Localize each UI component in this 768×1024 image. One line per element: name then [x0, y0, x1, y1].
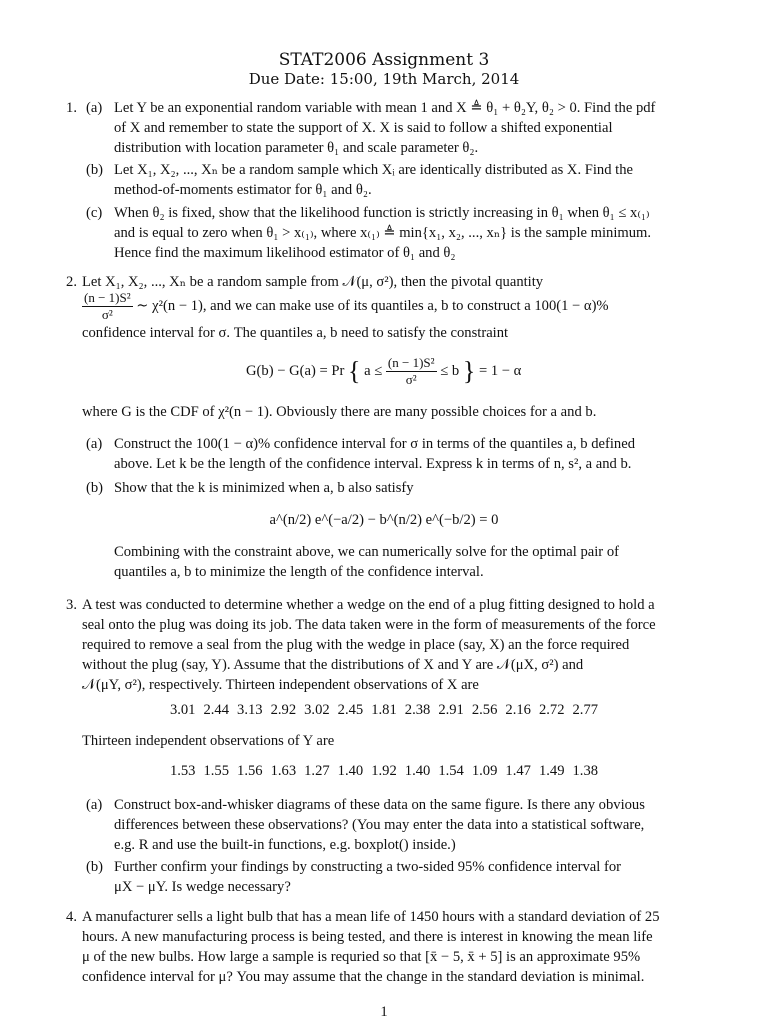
x-observations [0, 700, 768, 720]
x-value: 2.56 [471, 702, 498, 718]
equation-fraction [386, 355, 437, 388]
y-value: 1.40 [404, 763, 431, 779]
x-value: 2.38 [404, 702, 431, 718]
y-value: 1.27 [304, 763, 330, 779]
document-title: STAT2006 Assignment 3 [278, 50, 490, 70]
question-number: 2. [66, 274, 77, 290]
y-value: 1.40 [337, 763, 364, 779]
part-label: (a) [86, 100, 103, 116]
x-value: 3.02 [304, 702, 330, 718]
y-value: 1.55 [203, 763, 230, 779]
question-number: 1. [66, 100, 77, 116]
due-date: Due Date: 15:00, 19th March, 2014 [248, 70, 520, 88]
text-line: and is equal to zero when θ₁ > x₍₁₎, where x₍₁₎ ≜ min{x₁, x₂, ..., xₙ} is the sample minimum. [114, 225, 652, 241]
fraction-numerator: (n − 1)S² [387, 355, 435, 370]
text-line: method-of-moments estimator for θ₁ and θ₂. [114, 182, 372, 198]
text-line: Construct box-and-whisker diagrams of these data on the same figure. Is there any obvious [114, 797, 645, 813]
text-line: distribution with location parameter θ₁ and scale parameter θ₂. [114, 140, 479, 156]
text-line: Construct the 100(1 − α)% confidence interval for σ in terms of the quantiles a, b defined [114, 436, 635, 452]
text-line: A manufacturer sells a light bulb that has a mean life of 1450 hours with a standard deviation of 25 [82, 909, 660, 925]
fraction-denominator: σ² [101, 307, 113, 322]
y-value: 1.54 [438, 763, 464, 779]
text-line: confidence interval for σ. The quantiles a, b need to satisfy the constraint [82, 325, 509, 341]
text-line: required to remove a seal from the plug with the wedge in place (say, X) an the force required [82, 637, 630, 653]
text-line: differences between these observations? (You may enter the data into a statistical software, [114, 817, 645, 833]
text-line: of X and remember to state the support of X. X is said to follow a shifted exponential [114, 120, 613, 136]
text-line: Show that the k is minimized when a, b also satisfy [114, 480, 414, 496]
part-label: (c) [86, 205, 103, 221]
y-observations [0, 761, 768, 781]
part-label: (b) [86, 480, 104, 496]
x-value: 2.72 [538, 702, 565, 718]
text-line: seal onto the plug was doing its job. The data taken were in the form of measurements of the force [82, 617, 656, 633]
text-line: Combining with the constraint above, we can numerically solve for the optimal pair of [114, 544, 619, 560]
text-line: Further confirm your findings by constructing a two-sided 95% confidence interval for [114, 859, 621, 875]
x-value: 2.16 [505, 702, 531, 718]
equation-text: ≤ b [440, 362, 460, 379]
text-line: Let Y be an exponential random variable with mean 1 and X ≜ θ₁ + θ₂Y, θ₂ > 0. Find the pdf [114, 100, 656, 116]
x-value: 2.45 [337, 702, 364, 718]
text-line: above. Let k be the length of the confidence interval. Express k in terms of n, s², a and b. [114, 456, 632, 472]
text-line: When θ₂ is fixed, show that the likelihood function is strictly increasing in θ₁ when θ₁ ≤ x₍₁₎ [114, 205, 650, 221]
page-number: 1 [380, 1004, 388, 1020]
equation-text: a ≤ [364, 362, 383, 379]
text-line: confidence interval for μ? You may assume that the change in the standard deviation is minimal. [82, 969, 645, 985]
constraint-equation [246, 355, 521, 388]
x-value: 2.92 [270, 702, 297, 718]
pivotal-line [82, 290, 609, 323]
x-value: 2.77 [572, 702, 599, 718]
right-brace: } [462, 356, 476, 386]
text-line: 𝒩(μY, σ²), respectively. Thirteen independent observations of X are [82, 677, 479, 693]
text-line: ∼ χ²(n − 1), and we can make use of its quantiles a, b to construct a 100(1 − α)% [136, 297, 609, 314]
question-number: 4. [66, 909, 77, 925]
part-label: (b) [86, 162, 104, 178]
y-value: 1.56 [237, 763, 263, 779]
equation-rhs: = 1 − α [478, 362, 522, 379]
x-value: 3.13 [237, 702, 263, 718]
text-line: without the plug (say, Y). Assume that the distributions of X and Y are 𝒩(μX, σ²) and [82, 657, 584, 673]
question-number: 3. [66, 597, 77, 613]
text-line: Let X₁, X₂, ..., Xₙ be a random sample which Xᵢ are identically distributed as X. Find the [114, 162, 633, 178]
text-line: μ of the new bulbs. How large a sample is requried so that [x̄ − 5, x̄ + 5] is an approximate 95% [82, 949, 641, 965]
left-brace: { [347, 356, 361, 386]
part-label: (b) [86, 859, 104, 875]
part-label: (a) [86, 797, 103, 813]
y-value: 1.92 [371, 763, 397, 779]
y-value: 1.09 [471, 763, 498, 779]
text-line: e.g. R and use the built-in functions, e.g. boxplot() inside.) [114, 837, 456, 853]
y-value: 1.63 [270, 763, 297, 779]
text-line: quantiles a, b to minimize the length of the confidence interval. [114, 564, 484, 580]
text-line: Let X₁, X₂, ..., Xₙ be a random sample from 𝒩(μ, σ²), then the pivotal quantity [82, 274, 544, 290]
text-line: A test was conducted to determine whether a wedge on the end of a plug fitting designed to hold a [82, 597, 655, 613]
equation-lhs: G(b) − G(a) = Pr [246, 362, 345, 379]
y-value: 1.47 [505, 763, 531, 779]
y-value: 1.38 [572, 763, 599, 779]
fraction-numerator: (n − 1)S² [84, 290, 131, 305]
text-line: where G is the CDF of χ²(n − 1). Obviously there are many possible choices for a and b. [82, 404, 597, 420]
text-line: μX − μY. Is wedge necessary? [114, 879, 291, 895]
x-value: 2.91 [438, 702, 464, 718]
text-line: Thirteen independent observations of Y are [82, 733, 335, 749]
minimization-equation: a^(n/2) e^(−a/2) − b^(n/2) e^(−b/2) = 0 [269, 512, 499, 528]
x-value: 2.44 [203, 702, 230, 718]
fraction-denominator: σ² [405, 372, 417, 387]
y-value: 1.53 [169, 763, 196, 779]
pivot-fraction [82, 290, 133, 323]
y-value: 1.49 [538, 763, 565, 779]
text-line: Hence find the maximum likelihood estimator of θ₁ and θ₂ [114, 245, 456, 261]
x-value: 3.01 [169, 702, 196, 718]
text-line: hours. A new manufacturing process is being tested, and there is interest in knowing the mean life [82, 929, 653, 945]
x-value: 1.81 [371, 702, 397, 718]
part-label: (a) [86, 436, 103, 452]
